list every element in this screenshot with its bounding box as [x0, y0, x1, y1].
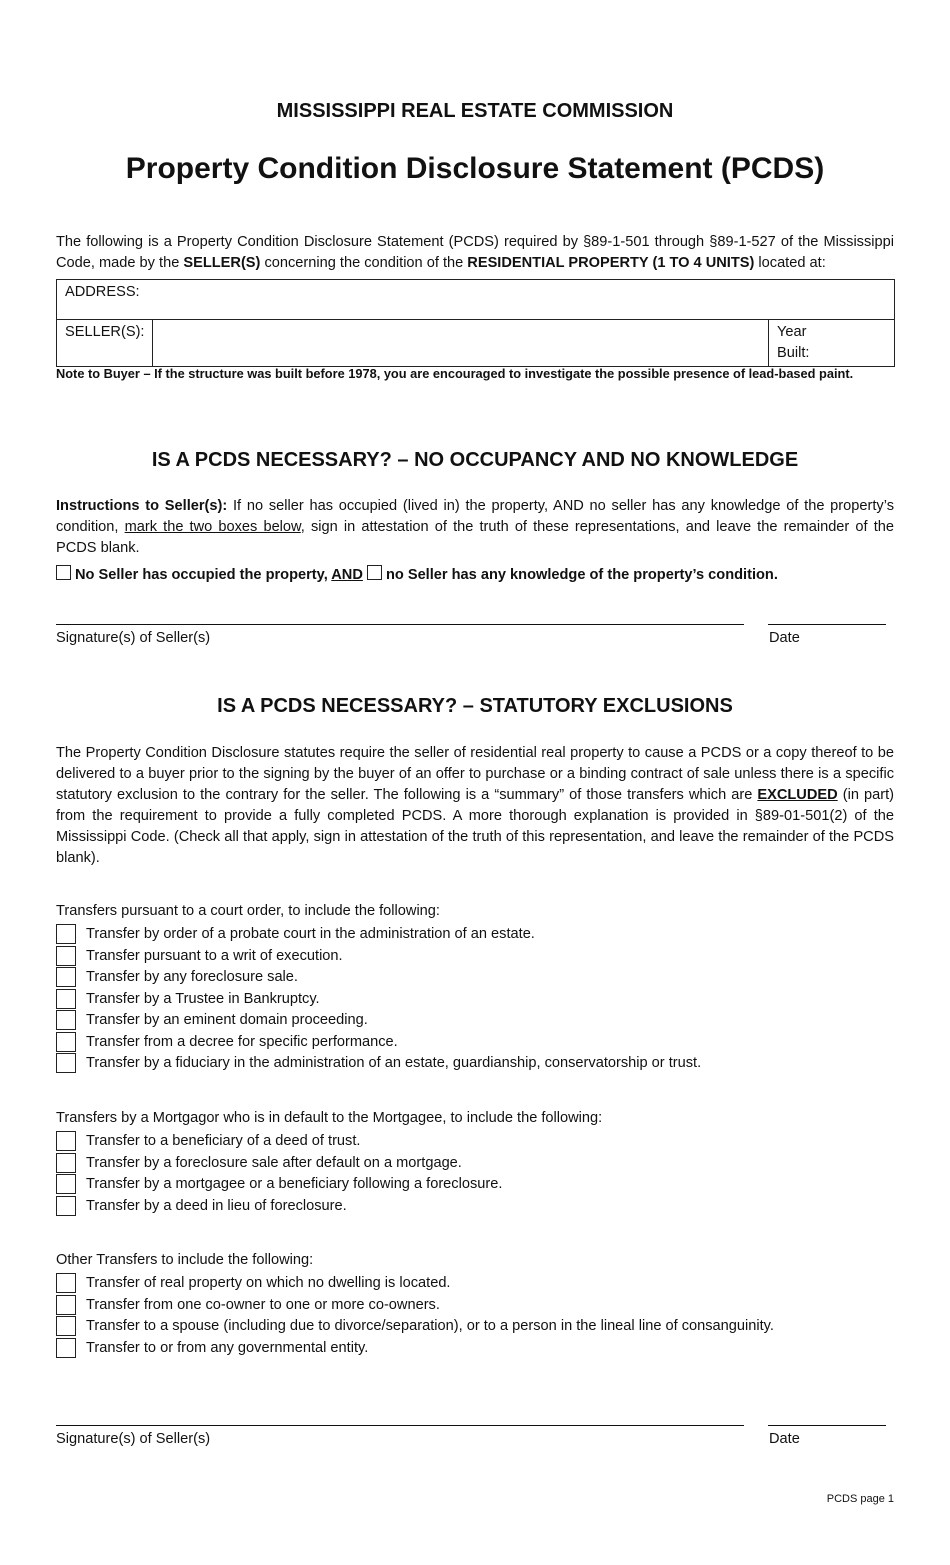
section-heading-no-occupancy: IS A PCDS NECESSARY? – NO OCCUPANCY AND NO KNOWLEDGE — [151, 449, 799, 471]
buyer-note: Note to Buyer – If the structure was built before 1978, you are encouraged to investigate the possible presence of lead-based paint. — [56, 366, 854, 381]
section-heading-exclusions: IS A PCDS NECESSARY? – STATUTORY EXCLUSIONS — [217, 695, 733, 717]
exclusion-checkbox[interactable] — [56, 989, 76, 1009]
intro-text-2: concerning the condition of the — [260, 255, 468, 271]
instructions-paragraph — [56, 496, 894, 559]
signature-line-1[interactable] — [56, 624, 744, 625]
list-item-text: Transfer from one co-owner to one or more co-owners. — [86, 1296, 440, 1313]
instructions-label: Instructions to Seller(s): — [56, 498, 228, 514]
list-item-text: Transfer of real property on which no dwelling is located. — [86, 1275, 451, 1291]
year-built-label-1: Year — [777, 324, 807, 340]
list-item-text: Transfer to a beneficiary of a deed of trust. — [86, 1133, 361, 1149]
list-item-text: Transfer by a deed in lieu of foreclosure. — [86, 1197, 347, 1214]
excluded-text: EXCLUDED — [757, 787, 838, 803]
date-label-1: Date — [769, 630, 800, 646]
exclusion-checkbox[interactable] — [56, 1316, 76, 1336]
intro-property: RESIDENTIAL PROPERTY (1 TO 4 UNITS) — [467, 255, 755, 271]
intro-text-1: The following is a Property Condition Disclosure Statement (PCDS) required by §89-1-501 through §89-1-527 of the Mississippi Code, made by the — [56, 234, 894, 271]
year-built-label-2: Built: — [777, 345, 810, 361]
exclusion-checkbox[interactable] — [56, 1010, 76, 1030]
list-item-text: Transfer pursuant to a writ of execution. — [86, 947, 343, 964]
mortgagor-heading: Transfers by a Mortgagor who is in default to the Mortgagee, to include the following: — [56, 1110, 603, 1126]
sellers-field[interactable] — [153, 320, 769, 367]
other-transfers-heading: Other Transfers to include the following: — [56, 1252, 314, 1268]
list-item-text: Transfer by a fiduciary in the administration of an estate, guardianship, conservatorship or trust. — [86, 1055, 702, 1071]
no-occupancy-checkbox[interactable] — [56, 565, 71, 580]
exclusion-checkbox[interactable] — [56, 1174, 76, 1194]
instructions-link-text: mark the two boxes below — [124, 519, 301, 535]
date-line-2[interactable] — [768, 1425, 886, 1426]
list-item-text: Transfer by a Trustee in Bankruptcy. — [86, 990, 320, 1007]
exclusion-checkbox[interactable] — [56, 924, 76, 944]
no-occupancy-text: No Seller has occupied the property, — [75, 567, 332, 583]
instructions-text-1: If no seller has occupied (lived in) the property, AND no seller has any knowledge of the property’s condition, — [56, 498, 894, 535]
exclusion-checkbox[interactable] — [56, 967, 76, 987]
exclusion-checkbox[interactable] — [56, 946, 76, 966]
list-item-text: Transfer by order of a probate court in the administration of an estate. — [86, 926, 535, 942]
instructions-text-2: , sign in attestation of the truth of these representations, and leave the remainder of the PCDS blank. — [56, 519, 894, 556]
intro-seller: SELLER(S) — [183, 255, 261, 271]
address-label: ADDRESS: — [65, 284, 140, 300]
exclusion-checkbox[interactable] — [56, 1053, 76, 1073]
exclusion-checkbox[interactable] — [56, 1153, 76, 1173]
sellers-label-cell — [57, 320, 153, 367]
exclusion-checkbox[interactable] — [56, 1273, 76, 1293]
sellers-label: SELLER(S): — [65, 324, 145, 340]
no-knowledge-checkbox[interactable] — [367, 565, 382, 580]
page-number: PCDS page 1 — [826, 1493, 894, 1505]
exclusions-text-2: (in part) from the requirement to provide a fully completed PCDS. A more thorough explanation is provided in §89-01-501(2) of the Mississippi Code. (Check all that apply, sign in attestation of the truth of this representation, and leave the remainder of the PCDS blank). — [56, 787, 894, 866]
list-item-text: Transfer from a decree for specific performance. — [86, 1033, 398, 1050]
property-info-table — [56, 279, 895, 367]
list-item-text: Transfer by a mortgagee or a beneficiary following a foreclosure. — [86, 1176, 503, 1192]
and-text: AND — [331, 567, 363, 583]
no-knowledge-text: no Seller has any knowledge of the property’s condition. — [385, 567, 778, 583]
no-occupancy-check-row — [56, 565, 778, 583]
list-item-text: Transfer to a spouse (including due to divorce/separation), or to a person in the lineal line of consanguinity. — [86, 1318, 774, 1334]
exclusion-checkbox[interactable] — [56, 1131, 76, 1151]
year-built-field[interactable] — [769, 320, 895, 367]
list-item-text: Transfer to or from any governmental entity. — [86, 1339, 369, 1356]
exclusions-text-1: The Property Condition Disclosure statutes require the seller of residential real property to cause a PCDS or a copy thereof to be delivered to a buyer prior to the signing by the buyer of an offer to purchase or a binding contract of sale unless there is a specific statutory exclusion to the contrary for the seller. The following is a “summary” of those transfers which are — [56, 745, 894, 803]
address-field[interactable] — [57, 280, 895, 320]
signature-label-1: Signature(s) of Seller(s) — [56, 630, 211, 646]
list-item-text: Transfer by an eminent domain proceeding. — [86, 1012, 368, 1028]
exclusion-checkbox[interactable] — [56, 1338, 76, 1358]
list-item-text: Transfer by any foreclosure sale. — [86, 969, 298, 985]
intro-paragraph — [56, 232, 894, 274]
exclusion-checkbox[interactable] — [56, 1196, 76, 1216]
signature-line-2[interactable] — [56, 1425, 744, 1426]
signature-label-2: Signature(s) of Seller(s) — [56, 1431, 211, 1447]
court-order-heading: Transfers pursuant to a court order, to include the following: — [56, 903, 440, 919]
exclusions-paragraph — [56, 743, 894, 869]
date-line-1[interactable] — [768, 624, 886, 625]
date-label-2: Date — [769, 1431, 800, 1447]
agency-name: MISSISSIPPI REAL ESTATE COMMISSION — [276, 100, 674, 122]
exclusion-checkbox[interactable] — [56, 1032, 76, 1052]
page-title: Property Condition Disclosure Statement (PCDS) — [125, 152, 825, 185]
intro-text-3: located at: — [754, 255, 826, 271]
list-item-text: Transfer by a foreclosure sale after default on a mortgage. — [86, 1154, 462, 1171]
exclusion-checkbox[interactable] — [56, 1295, 76, 1315]
